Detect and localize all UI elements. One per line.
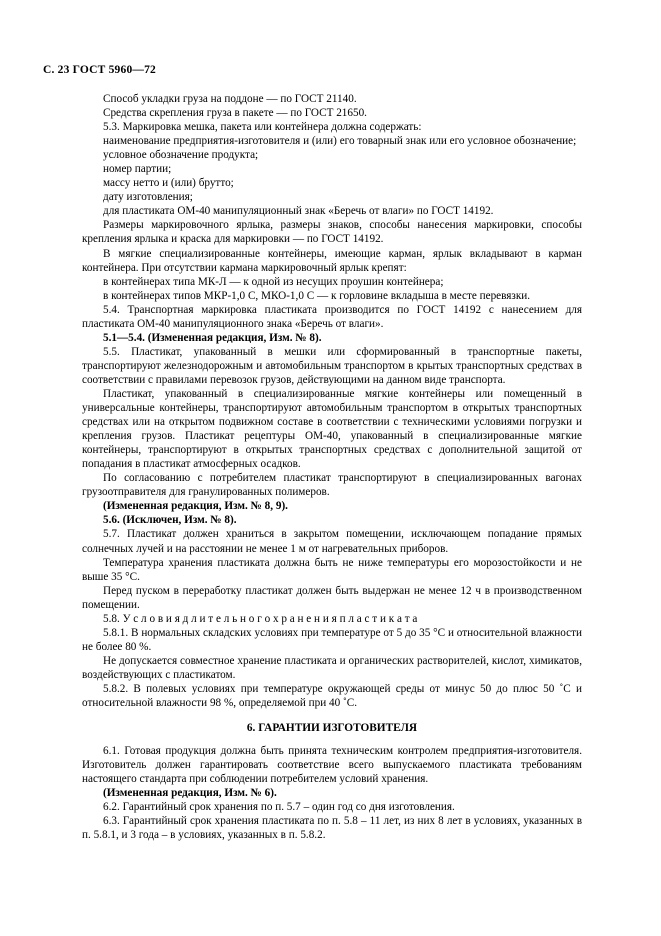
paragraph: Способ укладки груза на поддоне –– по ГОСТ 21140. [103,93,357,105]
subsection-heading: 5.8. У с л о в и я д л и т е л ь н о г о х р а н е н и я п л а с т и к а т а [103,612,418,625]
paragraph: Размеры маркировочного ярлыка, размеры знаков, способы нанесения маркировки, способы крепления ярлыка и краска для маркировки — по ГОСТ 14192. [82,219,582,246]
page-header: С. 23 ГОСТ 5960—72 [43,64,156,76]
paragraph: В мягкие специализированные контейнеры, имеющие карман, ярлык вкладывают в карман контейнера. При отсутствии кармана маркировочный ярлык крепят: [82,247,582,274]
document-body [82,92,582,842]
amendment-note: 5.6. (Исключен, Изм. № 8). [103,514,237,527]
paragraph: 5.5. Пластикат, упакованный в мешки или сформированный в транспортные пакеты, транспортируют железнодорожным и автомобильным транспортом в крытых транспортных средствах в соответствии с правилами перевозок грузов, действующими на данном виде транспорта. [82,345,582,386]
amendment-note: (Измененная редакция, Изм. № 6). [103,787,277,800]
paragraph: дату изготовления; [103,191,193,204]
paragraph: 5.8.2. В полевых условиях при температуре окружающей среды от минус 50 до плюс 50 ˚С и относительной влажности 98 %, определяемой при 40 ˚С. [82,682,582,710]
amendment-note: (Измененная редакция, Изм. № 8, 9). [103,500,288,513]
paragraph: Пластикат, упакованный в специализированные мягкие контейнеры или помещенный в универсальные контейнеры, транспортируют автомобильным транспортом в открытых транспортных средствах или на открытом подвижном составе в соответствии с техническими условиями погрузки и крепления грузов. Пластикат рецептуры ОМ-40, упакованный в специализированные мягкие контейнеры, транспортируют в открытых транспортных средствах с дополнительной защитой от попадания в пластикат атмосферных осадков. [82,387,582,471]
paragraph: 5.3. Маркировка мешка, пакета или контейнера должна содержать: [103,121,422,134]
paragraph: наименование предприятия-изготовителя и (или) его товарный знак или его условное обозначение; [103,135,577,148]
paragraph: для пластиката ОМ-40 манипуляционный знак «Беречь от влаги» по ГОСТ 14192. [103,205,494,218]
paragraph: 6.3. Гарантийный срок хранения пластиката по п. 5.8 – 11 лет, из них 8 лет в условиях, указанных в п. 5.8.1, и 3 года – в условиях, указанных в п. 5.8.2. [82,815,582,842]
paragraph: Не допускается совместное хранение пластиката и органических растворителей, кислот, химикатов, воздействующих с пластикатом. [82,654,582,681]
paragraph: 5.4. Транспортная маркировка пластиката производится по ГОСТ 14192 с нанесением для пластиката ОМ-40 манипуляционного знака «Беречь от влаги». [82,303,582,330]
paragraph: 5.8.1. В нормальных складских условиях при температуре от 5 до 35 °С и относительной влажности не более 80 %. [82,626,582,653]
paragraph: 6.1. Готовая продукция должна быть принята техническим контролем предприятия-изготовителя. Изготовитель должен гарантировать соответствие всего выпускаемого пластиката требованиям настоящего стандарта при соблюдении потребителем условий хранения. [82,745,582,786]
paragraph: 5.7. Пластикат должен храниться в закрытом помещении, исключающем попадание прямых солнечных лучей и на расстоянии не менее 1 м от нагревательных приборов. [82,528,582,555]
paragraph: Температура хранения пластиката должна быть не ниже температуры его морозостойкости и не выше 35 °С. [82,556,582,583]
paragraph: номер партии; [103,163,172,176]
paragraph: массу нетто и (или) брутто; [103,177,234,190]
paragraph: По согласованию с потребителем пластикат транспортируют в специализированных вагонах грузоотправителя для гранулированных полимеров. [82,472,582,499]
paragraph: в контейнерах типов МКР-1,0 С, МКО-1,0 С — к горловине вкладыша в месте перевязки. [103,289,531,302]
paragraph: условное обозначение продукта; [103,149,259,162]
paragraph: в контейнерах типа МК-Л — к одной из несущих проушин контейнера; [103,275,444,288]
section-heading: 6. ГАРАНТИИ ИЗГОТОВИТЕЛЯ [246,722,418,735]
paragraph: Средства скрепления груза в пакете –– по ГОСТ 21650. [103,107,367,120]
amendment-note: 5.1—5.4. (Измененная редакция, Изм. № 8). [103,331,322,344]
paragraph: Перед пуском в переработку пластикат должен быть выдержан не менее 12 ч в производственном помещении. [82,584,582,611]
paragraph: 6.2. Гарантийный срок хранения по п. 5.7 – один год со дня изготовления. [103,801,455,814]
